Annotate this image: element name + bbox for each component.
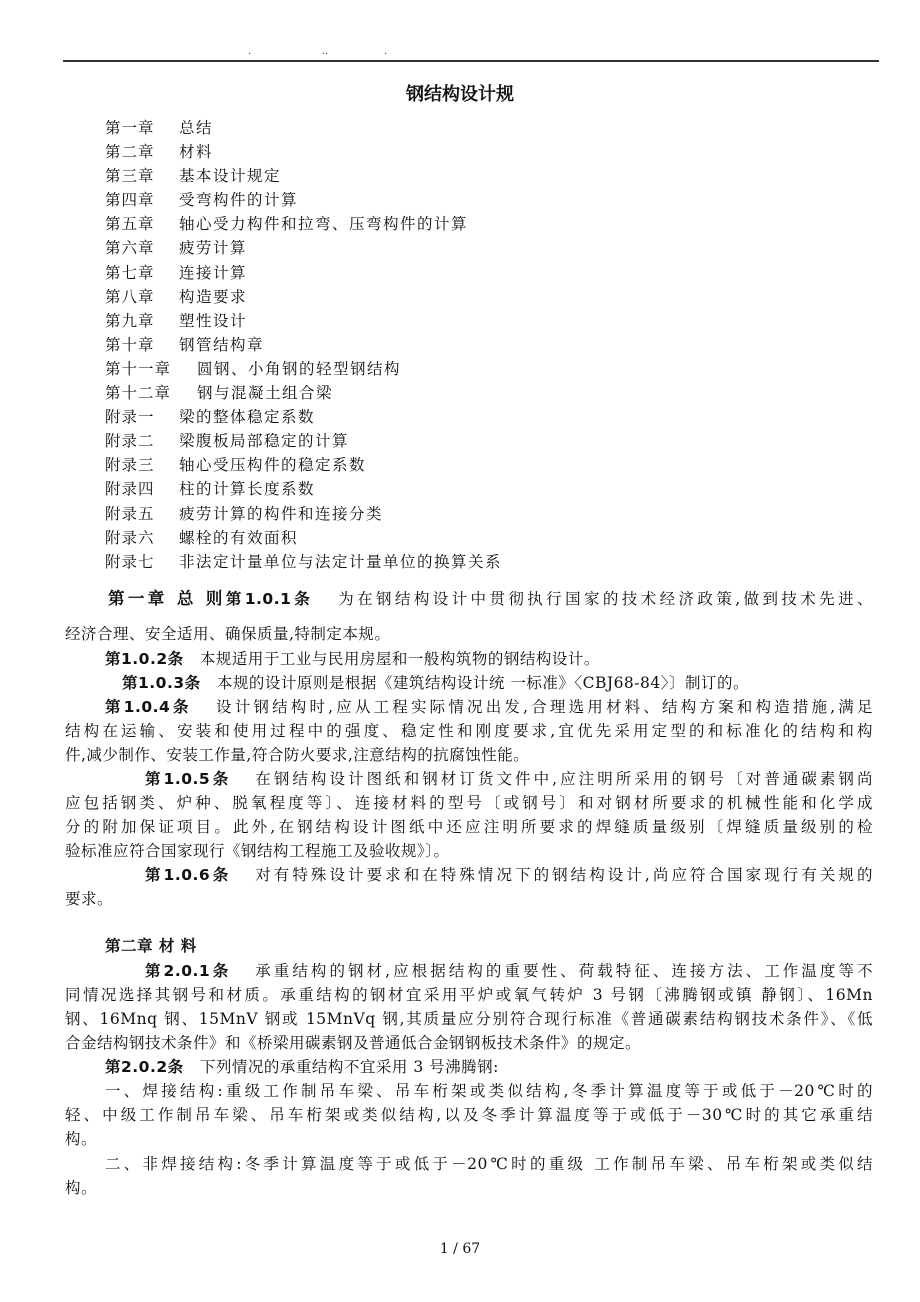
list-item-text: 二、非焊接结构:冬季计算温度等于或低于－20℃时的重级 工作制吊车梁、吊车桁架或类似结 bbox=[105, 1155, 873, 1173]
article-text: 验标准应符合国家现行《钢结构工程施工及验收规》〕。 bbox=[65, 842, 450, 860]
toc-item-title: 构造要求 bbox=[179, 287, 248, 306]
toc-item-title: 梁的整体稳定系数 bbox=[179, 408, 316, 427]
article-label: 第2.0.2条 bbox=[105, 1058, 184, 1076]
toc-item-title: 柱的计算长度系数 bbox=[179, 480, 316, 499]
toc-item-number: 第三章 bbox=[105, 167, 155, 186]
toc-item-number: 第六章 bbox=[105, 239, 155, 258]
chapter-1-heading: 第一章 总 则 bbox=[108, 589, 226, 608]
toc-item[interactable] bbox=[105, 140, 502, 164]
toc-item-title: 总结 bbox=[179, 119, 214, 137]
article-2-0-2-line bbox=[105, 1057, 873, 1077]
toc-item[interactable] bbox=[105, 405, 502, 429]
article-2-0-1-line bbox=[145, 961, 873, 981]
header-mark: .. bbox=[322, 46, 329, 57]
article-text: 在钢结构设计图纸和钢材订货文件中,应注明所采用的钢号〔对普通碳素钢尚 bbox=[255, 770, 873, 788]
document-title: 钢结构设计规 bbox=[406, 84, 514, 105]
toc-item-number: 第八章 bbox=[105, 287, 155, 306]
toc-item[interactable] bbox=[105, 429, 502, 453]
article-text: 合金结构钢技术条件》和《桥梁用碳素钢及普通低合金钢钢板技术条件》的规定。 bbox=[65, 1034, 642, 1052]
article-1-0-2-line bbox=[105, 649, 873, 669]
list-item-text: 一、焊接结构:重级工作制吊车梁、吊车桁架或类似结构,冬季计算温度等于或低于－20℃时的 bbox=[105, 1082, 873, 1100]
article-1-0-6-line bbox=[145, 865, 873, 885]
page-number: 1 / 67 bbox=[439, 1241, 481, 1257]
toc-item-title: 梁腹板局部稳定的计算 bbox=[179, 432, 350, 451]
toc-item-number: 附录七 bbox=[105, 552, 155, 571]
toc-item-number: 第五章 bbox=[105, 215, 155, 234]
toc-item-number: 第十二章 bbox=[105, 384, 172, 403]
article-text: 同情况选择其钢号和材质。承重结构的钢材宜采用平炉或氧气转炉 3 号钢〔沸腾钢或镇 静钢〕、16Mn bbox=[65, 986, 873, 1004]
toc-item[interactable] bbox=[105, 261, 502, 285]
article-text: 本规的设计原则是根据《建筑结构设计统 一标准》〈CBJ68-84〉〕制订的。 bbox=[216, 674, 749, 692]
list-item-text: 构。 bbox=[65, 1130, 98, 1148]
toc-item-title: 轴心受力构件和拉弯、压弯构件的计算 bbox=[179, 215, 469, 234]
toc-item-number: 附录二 bbox=[105, 432, 155, 451]
toc-item-number: 第七章 bbox=[105, 263, 155, 282]
toc-item[interactable] bbox=[105, 236, 502, 260]
toc-item-title: 材料 bbox=[179, 143, 214, 162]
toc-item-title: 受弯构件的计算 bbox=[179, 191, 299, 210]
header-mark: . bbox=[384, 46, 388, 57]
toc-item[interactable] bbox=[105, 453, 502, 477]
article-label: 第1.0.3条 bbox=[122, 674, 201, 692]
article-text: 件,减少制作、安装工作量,符合防火要求,注意结构的抗腐蚀性能。 bbox=[65, 746, 530, 764]
toc-item-number: 附录三 bbox=[105, 456, 155, 475]
toc-item-number: 第二章 bbox=[105, 143, 155, 162]
article-label: 第1.0.5条 bbox=[145, 770, 232, 788]
toc-item-title: 非法定计量单位与法定计量单位的换算关系 bbox=[179, 552, 503, 571]
toc-item-number: 附录一 bbox=[105, 408, 155, 427]
article-1-0-4-line bbox=[105, 697, 873, 717]
list-item-text: 构。 bbox=[65, 1179, 98, 1197]
toc-item-number: 附录五 bbox=[105, 504, 155, 523]
article-label: 第1.0.1条 bbox=[225, 590, 314, 608]
article-1-0-5-line bbox=[145, 769, 873, 789]
chapter-2-heading: 第二章 材 料 bbox=[105, 937, 197, 955]
toc-item-title: 钢管结构章 bbox=[179, 335, 265, 354]
list-item-text: 轻、中级工作制吊车梁、吊车桁架或类似结构,以及冬季计算温度等于或低于－30℃时的其它承重结 bbox=[65, 1106, 873, 1124]
toc-item[interactable] bbox=[105, 550, 502, 574]
toc-item-title: 基本设计规定 bbox=[179, 167, 282, 186]
toc-item-title: 圆钢、小角钢的轻型钢结构 bbox=[197, 359, 402, 378]
article-text: 设计钢结构时,应从工程实际情况出发,合理选用材料、结构方案和构造措施,满足 bbox=[216, 698, 873, 716]
article-text: 结构在运输、安装和使用过程中的强度、稳定性和刚度要求,宜优先采用定型的和标准化的结构和构 bbox=[65, 722, 873, 740]
toc-item-number: 附录六 bbox=[105, 528, 155, 547]
toc-item[interactable] bbox=[105, 212, 502, 236]
article-label: 第1.0.4条 bbox=[105, 698, 192, 716]
article-1-0-1-line bbox=[108, 589, 873, 609]
article-text: 本规适用于工业与民用房屋和一般构筑物的钢结构设计。 bbox=[199, 650, 600, 668]
toc-item-title: 疲劳计算 bbox=[179, 239, 248, 258]
toc-item[interactable] bbox=[105, 526, 502, 550]
toc-item-title: 钢与混凝土组合梁 bbox=[197, 384, 334, 403]
toc-item[interactable] bbox=[105, 381, 502, 405]
article-text: 经济合理、安全适用、确保质量,特制定本规。 bbox=[65, 625, 391, 643]
article-text: 要求。 bbox=[65, 890, 114, 908]
article-label: 第2.0.1条 bbox=[145, 962, 232, 980]
toc-item[interactable] bbox=[105, 357, 502, 381]
toc-item[interactable] bbox=[105, 188, 502, 212]
toc-item-number: 第十章 bbox=[105, 335, 155, 354]
header-mark: . bbox=[248, 46, 252, 57]
toc-item-title: 疲劳计算的构件和连接分类 bbox=[179, 504, 384, 523]
toc-item-title: 连接计算 bbox=[179, 263, 248, 282]
toc-item-title: 塑性设计 bbox=[179, 311, 248, 330]
article-label: 第1.0.6条 bbox=[145, 866, 232, 884]
article-text: 分的附加保证项目。此外,在钢结构设计图纸中还应注明所要求的焊缝质量级别〔焊缝质量级别的检 bbox=[65, 818, 873, 836]
toc-item[interactable] bbox=[105, 333, 502, 357]
toc-item[interactable] bbox=[105, 477, 502, 501]
toc-item[interactable] bbox=[105, 164, 502, 188]
toc-item-title: 螺栓的有效面积 bbox=[179, 528, 299, 547]
toc-item[interactable] bbox=[105, 309, 502, 333]
toc-item-number: 第十一章 bbox=[105, 359, 172, 378]
article-text: 承重结构的钢材,应根据结构的重要性、荷载特征、连接方法、工作温度等不 bbox=[255, 962, 873, 980]
toc-item-number: 第一章 bbox=[105, 119, 155, 137]
article-1-0-3-line bbox=[122, 673, 873, 693]
toc-item-number: 附录四 bbox=[105, 480, 155, 499]
toc-item-number: 第九章 bbox=[105, 311, 155, 330]
article-text: 下列情况的承重结构不宜采用 3 号沸腾钢: bbox=[199, 1058, 499, 1076]
article-text: 钢、16Mnq 钢、15MnV 钢或 15MnVq 钢,其质量应分别符合现行标准《普通碳素结构钢技术条件》、《低 bbox=[65, 1010, 873, 1028]
toc-item-title: 轴心受压构件的稳定系数 bbox=[179, 456, 367, 475]
table-of-contents bbox=[105, 116, 502, 574]
toc-item-number: 第四章 bbox=[105, 191, 155, 210]
article-text: 为在钢结构设计中贯彻执行国家的技术经济政策,做到技术先进、 bbox=[338, 590, 873, 608]
article-text: 对有特殊设计要求和在特殊情况下的钢结构设计,尚应符合国家现行有关规的 bbox=[255, 866, 873, 884]
toc-item[interactable] bbox=[105, 116, 502, 140]
article-label: 第1.0.2条 bbox=[105, 650, 184, 668]
toc-item[interactable] bbox=[105, 285, 502, 309]
toc-item[interactable] bbox=[105, 502, 502, 526]
article-text: 应包括钢类、炉种、脱氧程度等〕、连接材料的型号〔或钢号〕和对钢材所要求的机械性能和化学成 bbox=[65, 794, 873, 812]
header-rule bbox=[63, 60, 879, 62]
